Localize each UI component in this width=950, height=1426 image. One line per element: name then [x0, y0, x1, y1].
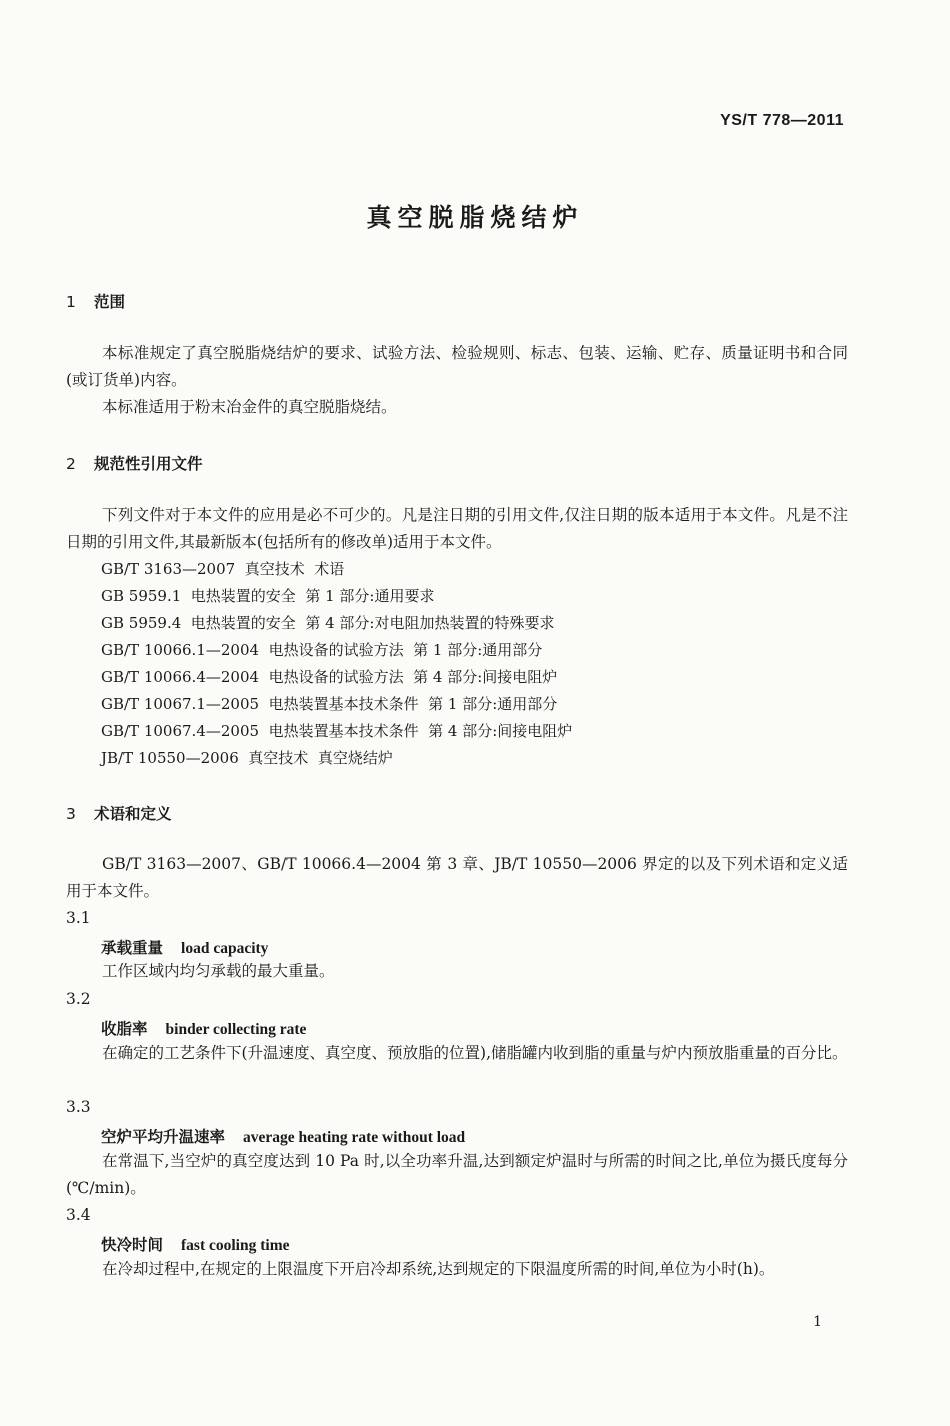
section-title: 范围: [94, 293, 126, 311]
section-number: 2: [66, 455, 76, 473]
term-name-zh: 空炉平均升温速率: [101, 1127, 226, 1146]
term-definition: 在冷却过程中,在规定的上限温度下开启冷却系统,达到规定的下限温度所需的时间,单位为小时(h)。: [102, 1260, 775, 1278]
reference-item: GB 5959.4 电热装置的安全 第 4 部分:对电阻加热装置的特殊要求: [101, 614, 555, 632]
term-name-en: binder collecting rate: [165, 1021, 307, 1038]
section-number: 3: [66, 805, 76, 823]
reference-item: GB/T 10066.4—2004 电热设备的试验方法 第 4 部分:间接电阻炉: [101, 668, 558, 686]
page-number: 1: [813, 1314, 822, 1330]
term-number: 3.2: [66, 990, 91, 1008]
term-name: [101, 1125, 465, 1147]
term-name-zh: 收脂率: [101, 1019, 148, 1038]
term-number: 3.4: [66, 1206, 91, 1224]
reference-item: GB/T 10067.1—2005 电热装置基本技术条件 第 1 部分:通用部分: [101, 695, 558, 713]
section-1-heading: [66, 290, 125, 312]
reference-item: GB/T 3163—2007 真空技术 术语: [101, 560, 345, 578]
section-1-paragraph-1: 本标准规定了真空脱脂烧结炉的要求、试验方法、检验规则、标志、包装、运输、贮存、质量证明书和合同(或订货单)内容。: [66, 344, 848, 389]
reference-item: GB/T 10066.1—2004 电热设备的试验方法 第 1 部分:通用部分: [101, 641, 543, 659]
section-2-heading: [66, 452, 203, 474]
section-title: 术语和定义: [94, 805, 172, 823]
term-name-en: load capacity: [181, 940, 269, 957]
document-title: 真空脱脂烧结炉: [366, 203, 584, 232]
term-name-en: fast cooling time: [181, 1237, 290, 1254]
term-name: [101, 1017, 306, 1039]
section-2-paragraph-1: 下列文件对于本文件的应用是必不可少的。凡是注日期的引用文件,仅注日期的版本适用于本文件。凡是不注日期的引用文件,其最新版本(包括所有的修改单)适用于本文件。: [66, 506, 848, 551]
term-number: 3.1: [66, 909, 91, 927]
term-name-zh: 承载重量: [101, 938, 164, 957]
term-definition: 工作区域内均匀承载的最大重量。: [102, 962, 335, 980]
term-name: [101, 936, 268, 958]
term-name-en: average heating rate without load: [243, 1129, 466, 1146]
section-3-paragraph-1: GB/T 3163—2007、GB/T 10066.4—2004 第 3 章、JB/T 10550—2006 界定的以及下列术语和定义适用于本文件。: [66, 855, 848, 900]
term-number: 3.3: [66, 1098, 91, 1116]
reference-item: GB 5959.1 电热装置的安全 第 1 部分:通用要求: [101, 587, 435, 605]
section-title: 规范性引用文件: [94, 455, 203, 473]
section-1-paragraph-2: 本标准适用于粉末冶金件的真空脱脂烧结。: [102, 398, 397, 416]
standard-code: YS/T 778—2011: [720, 112, 844, 129]
reference-item: GB/T 10067.4—2005 电热装置基本技术条件 第 4 部分:间接电阻炉: [101, 722, 573, 740]
section-3-heading: [66, 802, 172, 824]
section-number: 1: [66, 293, 76, 311]
term-name-zh: 快冷时间: [101, 1235, 164, 1254]
term-definition: 在确定的工艺条件下(升温速度、真空度、预放脂的位置),储脂罐内收到脂的重量与炉内预放脂重量的百分比。: [102, 1044, 848, 1062]
term-definition: 在常温下,当空炉的真空度达到 10 Pa 时,以全功率升温,达到额定炉温时与所需的时间之比,单位为摄氏度每分(℃/min)。: [66, 1152, 848, 1197]
term-name: [101, 1233, 290, 1255]
reference-item: JB/T 10550—2006 真空技术 真空烧结炉: [101, 749, 393, 767]
